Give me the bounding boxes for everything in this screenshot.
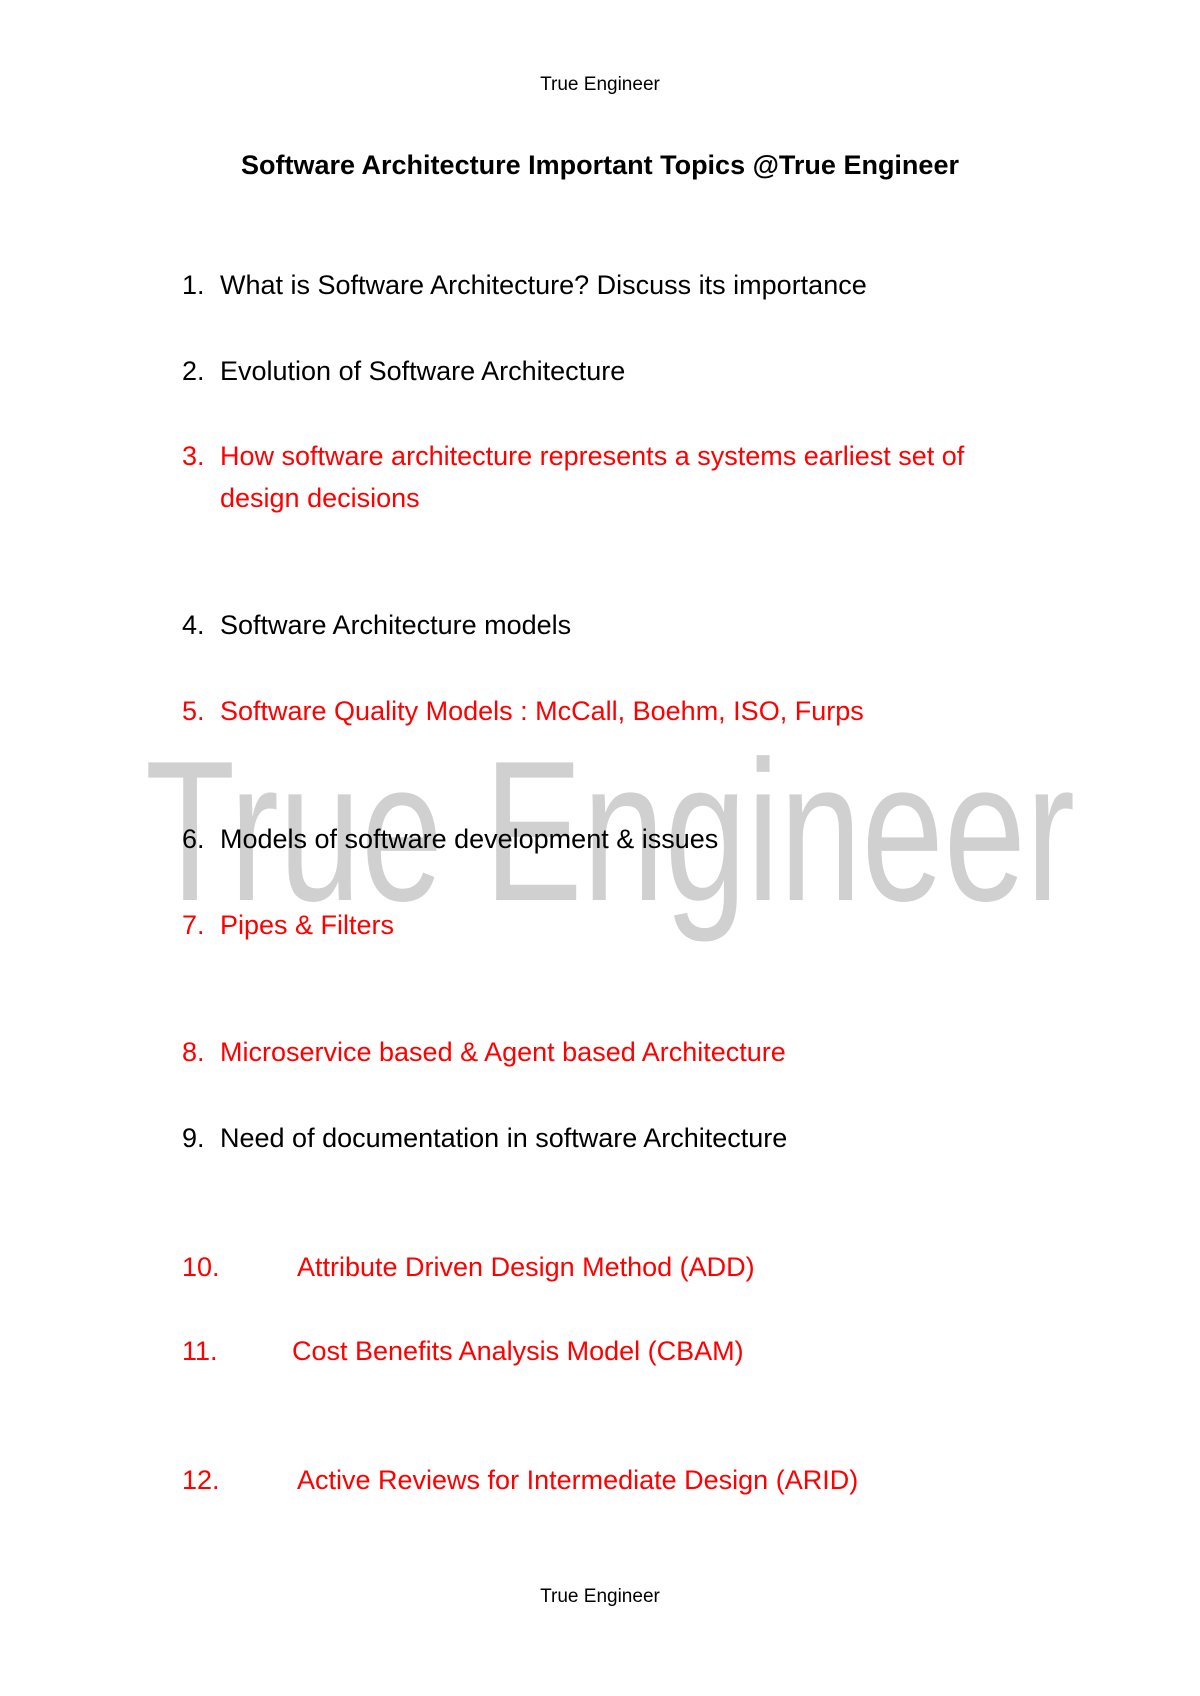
list-item — [182, 818, 1062, 860]
list-item — [182, 350, 1062, 392]
item-number: 3. — [182, 441, 205, 471]
list-item — [182, 1031, 1062, 1073]
item-text: Software Architecture models — [220, 610, 572, 640]
list-item — [182, 1330, 1062, 1372]
list-item — [182, 264, 1062, 306]
item-number: 7. — [182, 910, 205, 940]
item-number: 12. — [182, 1465, 220, 1495]
item-text: Active Reviews for Intermediate Design (ARID) — [297, 1465, 859, 1495]
list-item — [182, 1459, 1062, 1501]
item-number: 1. — [182, 270, 205, 300]
item-text: Need of documentation in software Architecture — [220, 1123, 788, 1153]
item-text: Cost Benefits Analysis Model (CBAM) — [292, 1336, 744, 1366]
list-item — [182, 1117, 1062, 1159]
item-text: What is Software Architecture? Discuss its importance — [220, 270, 867, 300]
item-text: Attribute Driven Design Method (ADD) — [297, 1252, 755, 1282]
watermark-text: True Engineer — [145, 720, 1075, 943]
item-text: Evolution of Software Architecture — [220, 356, 626, 386]
item-number: 6. — [182, 824, 205, 854]
list-item — [182, 435, 1062, 519]
item-number: 9. — [182, 1123, 205, 1153]
list-item — [182, 1246, 1062, 1288]
list-item — [182, 690, 1062, 732]
item-text: Pipes & Filters — [220, 910, 395, 940]
item-text: Microservice based & Agent based Architecture — [220, 1037, 786, 1067]
item-text: Software Quality Models : McCall, Boehm, ISO, Furps — [220, 696, 864, 726]
list-item — [182, 604, 1062, 646]
item-text: How software architecture represents a systems earliest set of design decisions — [220, 441, 965, 513]
item-number: 8. — [182, 1037, 205, 1067]
item-number: 5. — [182, 696, 205, 726]
item-text: Models of software development & issues — [220, 824, 719, 854]
page-header: True Engineer — [540, 74, 660, 95]
page-footer: True Engineer — [540, 1586, 660, 1607]
item-number: 2. — [182, 356, 205, 386]
page-title: Software Architecture Important Topics @True Engineer — [241, 150, 959, 180]
item-number: 11. — [182, 1336, 218, 1366]
item-number: 10. — [182, 1252, 220, 1282]
list-item — [182, 904, 1062, 946]
item-number: 4. — [182, 610, 205, 640]
